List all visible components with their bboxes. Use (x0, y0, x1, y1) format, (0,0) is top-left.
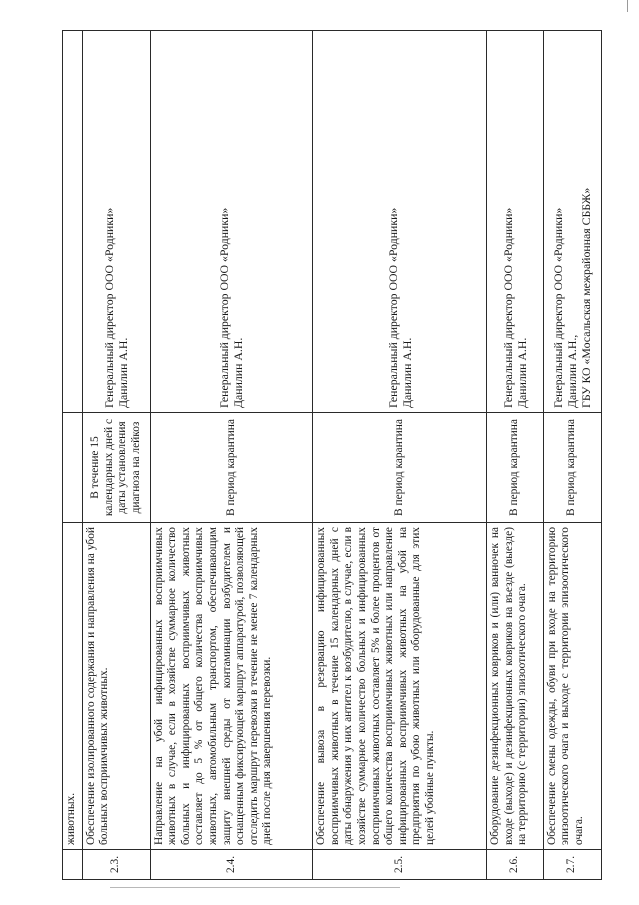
cell-resp (487, 31, 543, 413)
cell-desc: Направление на убой инфицированных восприимчивых животных в случае, если в хозяйстве суммарное количество больных и инфицированных восприимчивых животных составляет до 5 % от общего количества восприимчивых животных, автомобильным транспортом, обеспечивающим защиту внешней среды от контаминации возбудителем и оснащенным фиксирующей маршрут аппаратурой, позволяющей отследить маршрут перевозки в течение не менее 7 календарных дней после дня завершения перевозки. (150, 523, 312, 850)
footer-rule (110, 887, 400, 888)
resp-line: Генеральный директор ООО «Родники» (500, 207, 515, 408)
cell-num: 2.4. (150, 850, 312, 880)
cell-num: 2.7. (543, 850, 601, 880)
cell-term: В течение 15 календарных дней с даты установления диагноза на лейкоз (82, 413, 150, 523)
cell-term: В период карантина (543, 413, 601, 523)
cell-term: В период карантина (487, 413, 543, 523)
table-row (487, 31, 543, 880)
cell-num: 2.3. (82, 850, 150, 880)
cell-term (63, 413, 83, 523)
cell-num: 2.6. (487, 850, 543, 880)
table-row (150, 31, 312, 880)
cell-num (63, 850, 83, 880)
resp-line: Данилин А.Н. (231, 337, 246, 408)
cell-resp (543, 31, 601, 413)
resp-line: Данилин А.Н. (399, 337, 414, 408)
resp-line: Генеральный директор ООО «Родники» (217, 207, 232, 408)
cell-term: В период карантина (150, 413, 312, 523)
resp-line: Генеральный директор ООО «Родники» (102, 207, 117, 408)
cell-term: В период карантина (313, 413, 487, 523)
cell-desc-continuation: животных. (63, 523, 83, 850)
cell-desc: Обеспечение вывоза в резервацию инфицированных восприимчивых животных в течение 15 календарных дней с даты обнаружения у них антител к возбудителю, в случае, если в хозяйстве суммарное количество больных и инфицированных восприимчивых животных составляет 5% и более процентов от общего количества восприимчивых животных или направление инфицированных восприимчивых животных на убой на предприятия по убою животных или оборудованные для этих целей убойные пункты. (313, 523, 487, 850)
cell-resp (313, 31, 487, 413)
table-row-continuation (63, 31, 83, 880)
cell-desc: Оборудование дезинфекционных ковриков и (или) ванночек на входе (выходе) и дезинфекционных ковриков на въезде (выезде) на территорию (с территории) эпизоотического очага. (487, 523, 543, 850)
cell-resp (150, 31, 312, 413)
resp-line: Данилин А.Н. (116, 337, 131, 408)
scan-edge-mark (627, 0, 628, 12)
resp-line: Данилин А.Н. (514, 337, 529, 408)
resp-line: Генеральный директор ООО «Родники» (385, 207, 400, 408)
cell-desc: Обеспечение смены одежды, обуви при входе на территорию эпизоотического очага и выходе с территории эпизоотического очага. (543, 523, 601, 850)
table-row (543, 31, 601, 880)
cell-num: 2.5. (313, 850, 487, 880)
resp-line: Генеральный директор ООО «Родники» (551, 207, 566, 408)
resp-line: Данилин А.Н., (565, 334, 580, 408)
cell-resp (63, 31, 83, 413)
table-row (313, 31, 487, 880)
measures-table (62, 30, 602, 880)
cell-desc: Обеспечение изолированного содержания и направления на убой больных восприимчивых животных. (82, 523, 150, 850)
table-row (82, 31, 150, 880)
resp-line: ГБУ КО «Мосальская межрайонная СББЖ» (579, 187, 594, 408)
cell-resp (82, 31, 150, 413)
rotated-page (62, 30, 602, 880)
